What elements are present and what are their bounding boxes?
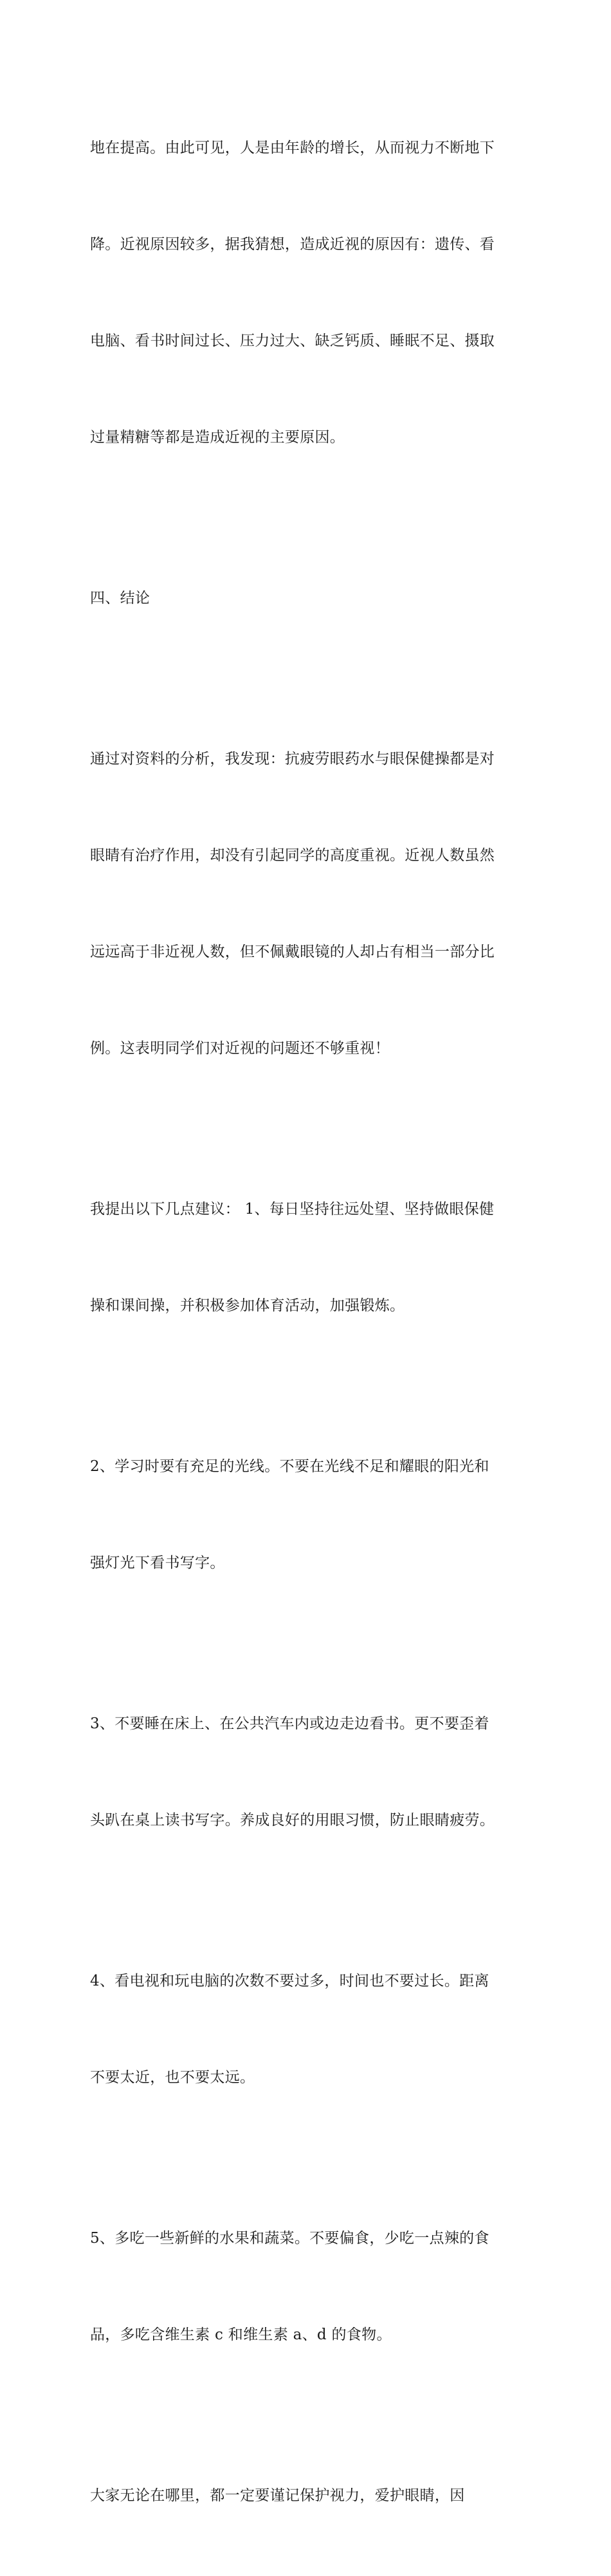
text-line: 大家无论在哪里，都一定要谨记保护视力，爱护眼睛，因 bbox=[90, 2487, 465, 2504]
text-line: 过量精糖等都是造成近视的主要原因。 bbox=[90, 429, 345, 446]
text-line: 降。近视原因较多，据我猜想，造成近视的原因有：遗传、看 bbox=[90, 236, 495, 253]
text-line: 地在提高。由此可见，人是由年龄的增长，从而视力不断地下 bbox=[90, 140, 495, 156]
text-line: 操和课间操，并积极参加体育活动，加强锻炼。 bbox=[90, 1297, 405, 1314]
text-line: 我提出以下几点建议： 1、每日坚持往远处望、坚持做眼保健 bbox=[90, 1201, 495, 1218]
document-body bbox=[90, 68, 534, 2576]
text-line: 头趴在桌上读书写字。养成良好的用眼习惯，防止眼睛疲劳。 bbox=[90, 1812, 495, 1829]
paragraph-continuation bbox=[90, 68, 534, 518]
text-line: 远远高于非近视人数，但不佩戴眼镜的人却占有相当一部分比 bbox=[90, 944, 495, 960]
text-line: 5、多吃一些新鲜的水果和蔬菜。不要偏食，少吃一点辣的食 bbox=[90, 2230, 489, 2247]
text-line: 例。这表明同学们对近视的问题还不够重视！ bbox=[90, 1040, 390, 1057]
section-heading-conclusion bbox=[90, 518, 534, 679]
text-line: 不要太近，也不要太远。 bbox=[90, 2069, 255, 2086]
paragraph-suggestion-3 bbox=[90, 1643, 534, 1901]
text-line: 通过对资料的分析，我发现：抗疲劳眼药水与眼保健操都是对 bbox=[90, 751, 495, 767]
heading-text: 四、结论 bbox=[90, 590, 150, 607]
text-line: 3、不要睡在床上、在公共汽车内或边走边看书。更不要歪着 bbox=[90, 1715, 489, 1732]
paragraph-conclusion bbox=[90, 679, 534, 1129]
paragraph-suggestion-2 bbox=[90, 1386, 534, 1643]
text-line: 眼睛有治疗作用，却没有引起同学的高度重视。近视人数虽然 bbox=[90, 847, 495, 864]
text-line: 2、学习时要有充足的光线。不要在光线不足和耀眼的阳光和 bbox=[90, 1458, 489, 1475]
paragraph-suggestion-5 bbox=[90, 2158, 534, 2415]
paragraph-closing bbox=[90, 2415, 534, 2576]
paragraph-suggestion-1 bbox=[90, 1129, 534, 1386]
paragraph-suggestion-4 bbox=[90, 1901, 534, 2158]
text-line: 4、看电视和玩电脑的次数不要过多，时间也不要过长。距离 bbox=[90, 1973, 489, 1989]
text-line: 电脑、看书时间过长、压力过大、缺乏钙质、睡眠不足、摄取 bbox=[90, 333, 495, 349]
text-line: 强灯光下看书写字。 bbox=[90, 1555, 225, 1571]
text-line: 品，多吃含维生素 c 和维生素 a、d 的食物。 bbox=[90, 2326, 392, 2343]
